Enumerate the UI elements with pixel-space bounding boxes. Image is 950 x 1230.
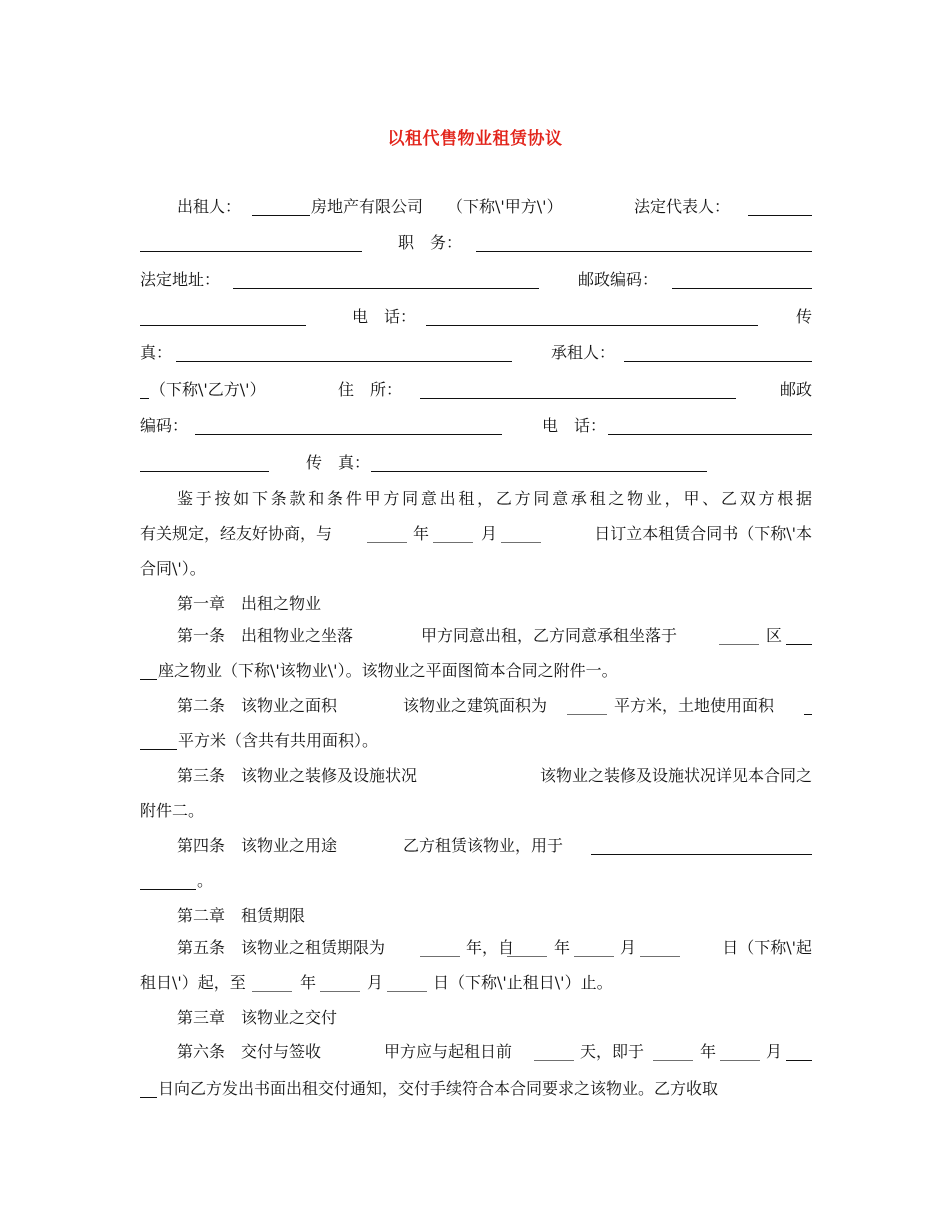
end-month-text: 月 [367, 973, 384, 992]
postcode-blank-cont[interactable] [140, 325, 306, 326]
building-area-blank[interactable]: _____ [567, 696, 607, 715]
fax-label-part2: 真： [140, 343, 173, 362]
usage-blank-cont[interactable] [140, 889, 196, 890]
article-4-text-a: 乙方租赁该物业，用于 [403, 836, 564, 855]
article-1-heading: 第一条 出租物业之坐落 [177, 626, 354, 645]
phone2-blank[interactable] [608, 434, 812, 435]
article-5-line-1 [177, 936, 812, 960]
postcode2-phone-line [140, 414, 812, 438]
article-1-text-a: 甲方同意出租，乙方同意承租坐落于 [421, 626, 678, 645]
article-4-line-1 [177, 834, 812, 858]
delivery-year-blank[interactable]: _____ [653, 1042, 693, 1061]
lessor-label: 出租人： [177, 197, 242, 216]
preamble-l2b: 日订立本租赁合同书（下称\'本 [594, 524, 812, 543]
lessee-blank-cont[interactable] [140, 398, 149, 399]
position-label: 职 务： [398, 233, 463, 252]
article-3-text-a: 该物业之装修及设施状况详见本合同之 [539, 766, 812, 785]
preamble-line-1: 鉴于按如下条款和条件甲方同意出租，乙方同意承租之物业，甲、乙双方根据 [177, 489, 812, 508]
party-b-note: （下称\'乙方\'） [150, 380, 266, 399]
residence-blank[interactable] [420, 398, 736, 399]
notice-days-blank[interactable]: _____ [534, 1042, 574, 1061]
lessee-blank[interactable] [624, 361, 812, 362]
lessee-residence-line [140, 378, 812, 402]
district-text: 区 [766, 626, 783, 645]
article-6-text-a: 甲方应与起租日前 [384, 1042, 513, 1061]
chapter-3-heading: 第三章 该物业之交付 [177, 1008, 338, 1027]
article-6-text-b: 天，即于 [580, 1042, 645, 1061]
fax-blank[interactable] [176, 361, 512, 362]
document-title: 以租代售物业租赁协议 [387, 129, 563, 149]
building-blank-cont[interactable] [140, 679, 157, 680]
article-5-text-a: 第五条 该物业之租赁期限为 [177, 938, 386, 957]
preamble-line-3: 合同\'）。 [140, 559, 206, 578]
date-day-blank[interactable]: _____ [501, 524, 541, 543]
date-year-blank[interactable]: _____ [367, 524, 407, 543]
date-month-text: 月 [481, 524, 498, 543]
legal-address-blank[interactable] [233, 288, 539, 289]
chapter-1-heading: 第一章 出租之物业 [177, 594, 322, 613]
end-year-text: 年 [300, 973, 317, 992]
legal-address-label: 法定地址： [140, 270, 221, 289]
delivery-day-blank[interactable] [786, 1060, 812, 1061]
preamble-line-2 [140, 522, 812, 546]
preamble-l2a: 有关规定，经友好协商，与 [140, 524, 333, 543]
position-line [140, 231, 812, 255]
article-5-line-2 [140, 971, 812, 995]
article-1-line-2 [140, 659, 812, 683]
postcode-label: 邮政编码： [578, 270, 659, 289]
fax2-label: 传 真： [306, 453, 371, 472]
delivery-day-blank-cont[interactable] [140, 1097, 157, 1098]
fax2-line [140, 451, 812, 475]
article-2-text-c: 平方米（含共有共用面积）。 [178, 731, 379, 750]
district-blank[interactable]: _____ [719, 626, 759, 645]
chapter-2-heading: 第二章 租赁期限 [177, 906, 306, 925]
article-1-line-1 [177, 624, 812, 648]
legal-rep-blank-cont[interactable] [140, 251, 362, 252]
building-blank[interactable] [786, 644, 812, 645]
start-year-blank[interactable]: _____ [507, 938, 547, 957]
lessor-name-blank[interactable] [252, 215, 310, 216]
lessee-label: 承租人： [551, 343, 616, 362]
article-6-line-1 [177, 1040, 812, 1064]
article-4-heading: 第四条 该物业之用途 [177, 836, 338, 855]
article-3-heading: 第三条 该物业之装修及设施状况 [177, 766, 418, 785]
postcode2-label-part1: 邮政 [779, 380, 812, 399]
postcode2-blank[interactable] [195, 434, 502, 435]
date-year-text: 年 [413, 524, 430, 543]
article-2-heading: 第二条 该物业之面积 [177, 696, 338, 715]
phone-line [140, 305, 812, 329]
article-2-text-b: 平方米，土地使用面积 [614, 696, 775, 715]
end-month-blank[interactable]: _____ [320, 973, 360, 992]
postcode-blank[interactable] [672, 288, 812, 289]
fax-label-part1: 传 [795, 307, 812, 326]
end-day-blank[interactable]: _____ [387, 973, 427, 992]
start-month-text: 月 [620, 938, 637, 957]
position-blank[interactable] [476, 251, 812, 252]
delivery-month-blank[interactable]: _____ [720, 1042, 760, 1061]
land-area-blank[interactable] [804, 714, 812, 715]
residence-label: 住 所： [338, 380, 403, 399]
article-2-line-2 [140, 729, 812, 753]
article-2-line-1 [177, 694, 812, 718]
article-5-text-e: 日（下称\'止租日\'）止。 [433, 973, 613, 992]
start-day-blank[interactable]: _____ [640, 938, 680, 957]
article-4-line-2 [140, 869, 812, 893]
article-2-text-a: 该物业之建筑面积为 [403, 696, 548, 715]
article-6-heading: 第六条 交付与签收 [177, 1042, 322, 1061]
article-3-line-2: 附件二。 [140, 801, 205, 820]
lessor-line [177, 195, 812, 219]
delivery-month-text: 月 [766, 1042, 783, 1061]
phone-label: 电 话： [352, 307, 417, 326]
legal-rep-blank[interactable] [748, 215, 812, 216]
article-6-text-c: 日向乙方发出书面出租交付通知，交付手续符合本合同要求之该物业。乙方收取 [158, 1079, 719, 1098]
phone-blank[interactable] [426, 325, 758, 326]
article-1-text-b: 座之物业（下称\'该物业\'）。该物业之平面图简本合同之附件一。 [158, 661, 618, 680]
start-month-blank[interactable]: _____ [574, 938, 614, 957]
fax-lessee-line [140, 341, 812, 365]
phone2-blank-cont[interactable] [140, 471, 269, 472]
postcode2-label-part2: 编码： [140, 416, 189, 435]
delivery-year-text: 年 [700, 1042, 717, 1061]
end-year-blank[interactable]: _____ [252, 973, 292, 992]
address-line [140, 268, 812, 292]
phone2-label: 电 话： [542, 416, 607, 435]
article-6-line-2 [140, 1077, 812, 1101]
fax2-blank[interactable] [371, 471, 707, 472]
article-3-line-1 [177, 764, 812, 788]
usage-blank[interactable] [591, 854, 812, 855]
article-4-text-b: 。 [197, 871, 214, 890]
article-5-text-d: 租日\'）起，至 [140, 973, 246, 992]
party-a-note: （下称\'甲方\'） [447, 197, 563, 216]
land-area-blank-cont[interactable] [140, 749, 177, 750]
date-month-blank[interactable]: _____ [433, 524, 473, 543]
legal-rep-label: 法定代表人： [634, 197, 731, 216]
article-5-text-b: 年，自 [466, 938, 515, 957]
term-years-blank[interactable]: _____ [420, 938, 460, 957]
start-year-text: 年 [554, 938, 571, 957]
article-5-text-c: 日（下称\'起 [722, 938, 812, 957]
lessor-company-suffix: 房地产有限公司 [311, 197, 424, 216]
